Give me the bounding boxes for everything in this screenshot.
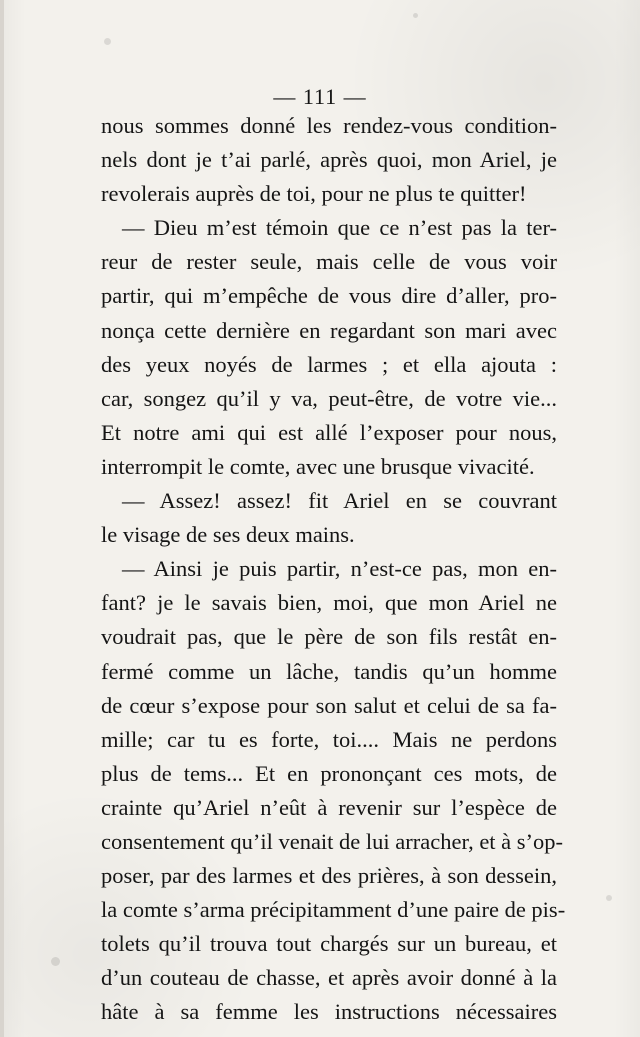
body-text	[101, 109, 566, 1030]
text-line: nous sommes donné les rendez-vous condition-	[101, 113, 557, 138]
text-line: crainte qu’Ariel n’eût à revenir sur l’espèce de	[101, 794, 557, 820]
paper-speck	[51, 957, 60, 966]
text-line: de cœur s’expose pour son salut et celui de sa fa-	[101, 692, 557, 718]
text-line: — Dieu m’est témoin que ce n’est pas la ter-	[122, 215, 557, 241]
text-line: des yeux noyés de larmes ; et ella ajouta :	[101, 351, 557, 377]
text-line: plus de tems... Et en prononçant ces mots, de	[101, 760, 557, 786]
page-edge-shadow	[0, 0, 4, 1037]
text-line: tolets qu’il trouva tout chargés sur un bureau, et	[101, 931, 557, 957]
text-line: car, songez qu’il y va, peut-être, de votre vie...	[101, 385, 557, 411]
page-number: — 111 —	[273, 84, 367, 109]
text-line: voudrait pas, que le père de son fils restât en-	[101, 624, 557, 650]
text-line: nels dont je t’ai parlé, après quoi, mon Ariel, je	[101, 147, 557, 173]
text-line: — Ainsi je puis partir, n’est-ce pas, mon en-	[122, 556, 557, 582]
text-line: reur de rester seule, mais celle de vous voir	[101, 249, 557, 275]
paper-speck	[413, 13, 418, 18]
text-line: revolerais auprès de toi, pour ne plus te quitter!	[101, 181, 527, 207]
text-line: fant? je le savais bien, moi, que mon Ariel ne	[101, 590, 557, 616]
text-line: le visage de ses deux mains.	[101, 522, 355, 548]
text-line: consentement qu’il venait de lui arracher, et à s’op-	[101, 828, 564, 854]
text-line: mille; car tu es forte, toi.... Mais ne perdons	[101, 726, 557, 752]
text-line: nonça cette dernière en regardant son mari avec	[101, 317, 557, 343]
text-line: hâte à sa femme les instructions nécessaires	[101, 999, 557, 1025]
paper-speck	[104, 38, 111, 45]
text-line: la comte s’arma précipitamment d’une paire de pis-	[101, 897, 566, 923]
text-line: fermé comme un lâche, tandis qu’un homme	[101, 658, 557, 684]
text-line: interrompit le comte, avec une brusque vivacité.	[101, 453, 535, 479]
text-line: partir, qui m’empêche de vous dire d’aller, pro-	[101, 283, 557, 309]
paper-speck	[606, 895, 612, 901]
text-line: Et notre ami qui est allé l’exposer pour nous,	[101, 419, 557, 445]
text-line: — Assez! assez! fit Ariel en se couvrant	[122, 488, 557, 514]
text-line: poser, par des larmes et des prières, à son dessein,	[101, 863, 557, 889]
text-line: d’un couteau de chasse, et après avoir donné à la	[101, 965, 557, 991]
